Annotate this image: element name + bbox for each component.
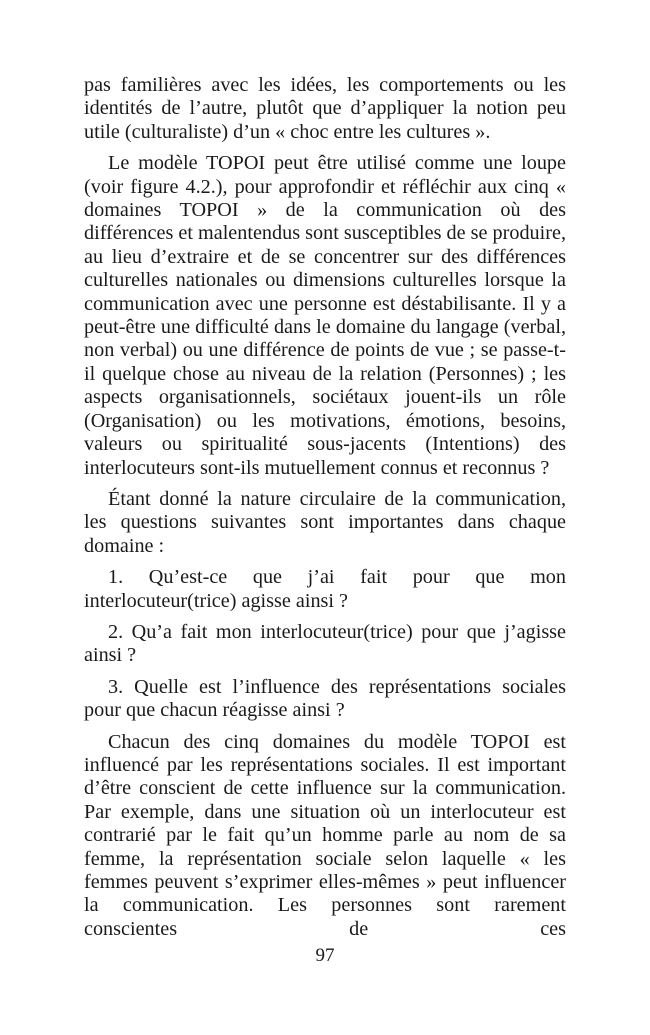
question-2: 2. Qu’a fait mon interlocuteur(trice) pour que j’agisse ainsi ? — [84, 620, 566, 667]
question-3: 3. Quelle est l’influence des représentations sociales pour que chacun réagisse ainsi ? — [84, 675, 566, 722]
paragraph-topoi-model: Le modèle TOPOI peut être utilisé comme une loupe (voir figure 4.2.), pour approfondir et réfléchir aux cinq « domaines TOPOI » de la communication où des différences et malentendus sont susceptibles de se produire, au lieu d’extraire et de se concentrer sur des différences culturelles nationales ou dimensions culturelles lorsque la communication avec une personne est déstabilisante. Il y a peut-être une difficulté dans le domaine du langage (verbal, non verbal) ou une différence de points de vue ; se passe-t-il quelque chose au niveau de la relation (Personnes) ; les aspects organisationnels, sociétaux jouent-ils un rôle (Organisation) ou les motivations, émotions, besoins, valeurs ou spiritualité sous-jacents (Intentions) des interlocuteurs sont-ils mutuellement connus et reconnus ? — [84, 152, 566, 479]
paragraph-circular-communication: Étant donné la nature circulaire de la communication, les questions suivantes sont importantes dans chaque domaine : — [84, 487, 566, 557]
question-1: 1. Qu’est-ce que j’ai fait pour que mon interlocuteur(trice) agisse ainsi ? — [84, 566, 566, 612]
page-number: 97 — [315, 945, 335, 966]
paragraph-social-representations: Chacun des cinq domaines du modèle TOPOI est influencé par les représentations sociales. Il est important d’être conscient de cette influence sur la communication. Par exemple, dans une situation où un interlocuteur est contrarié par le fait qu’un homme parle au nom de sa femme, la représentation sociale selon laquelle « les femmes peuvent s’exprimer elles-mêmes » peut influencer la communication. Les personnes sont rarement conscientes de ces — [84, 730, 566, 940]
page-body — [84, 74, 566, 949]
paragraph-continuation: pas familières avec les idées, les comportements ou les identités de l’autre, plutôt que d’appliquer la notion peu utile (culturaliste) d’un « choc entre les cultures ». — [84, 74, 566, 143]
